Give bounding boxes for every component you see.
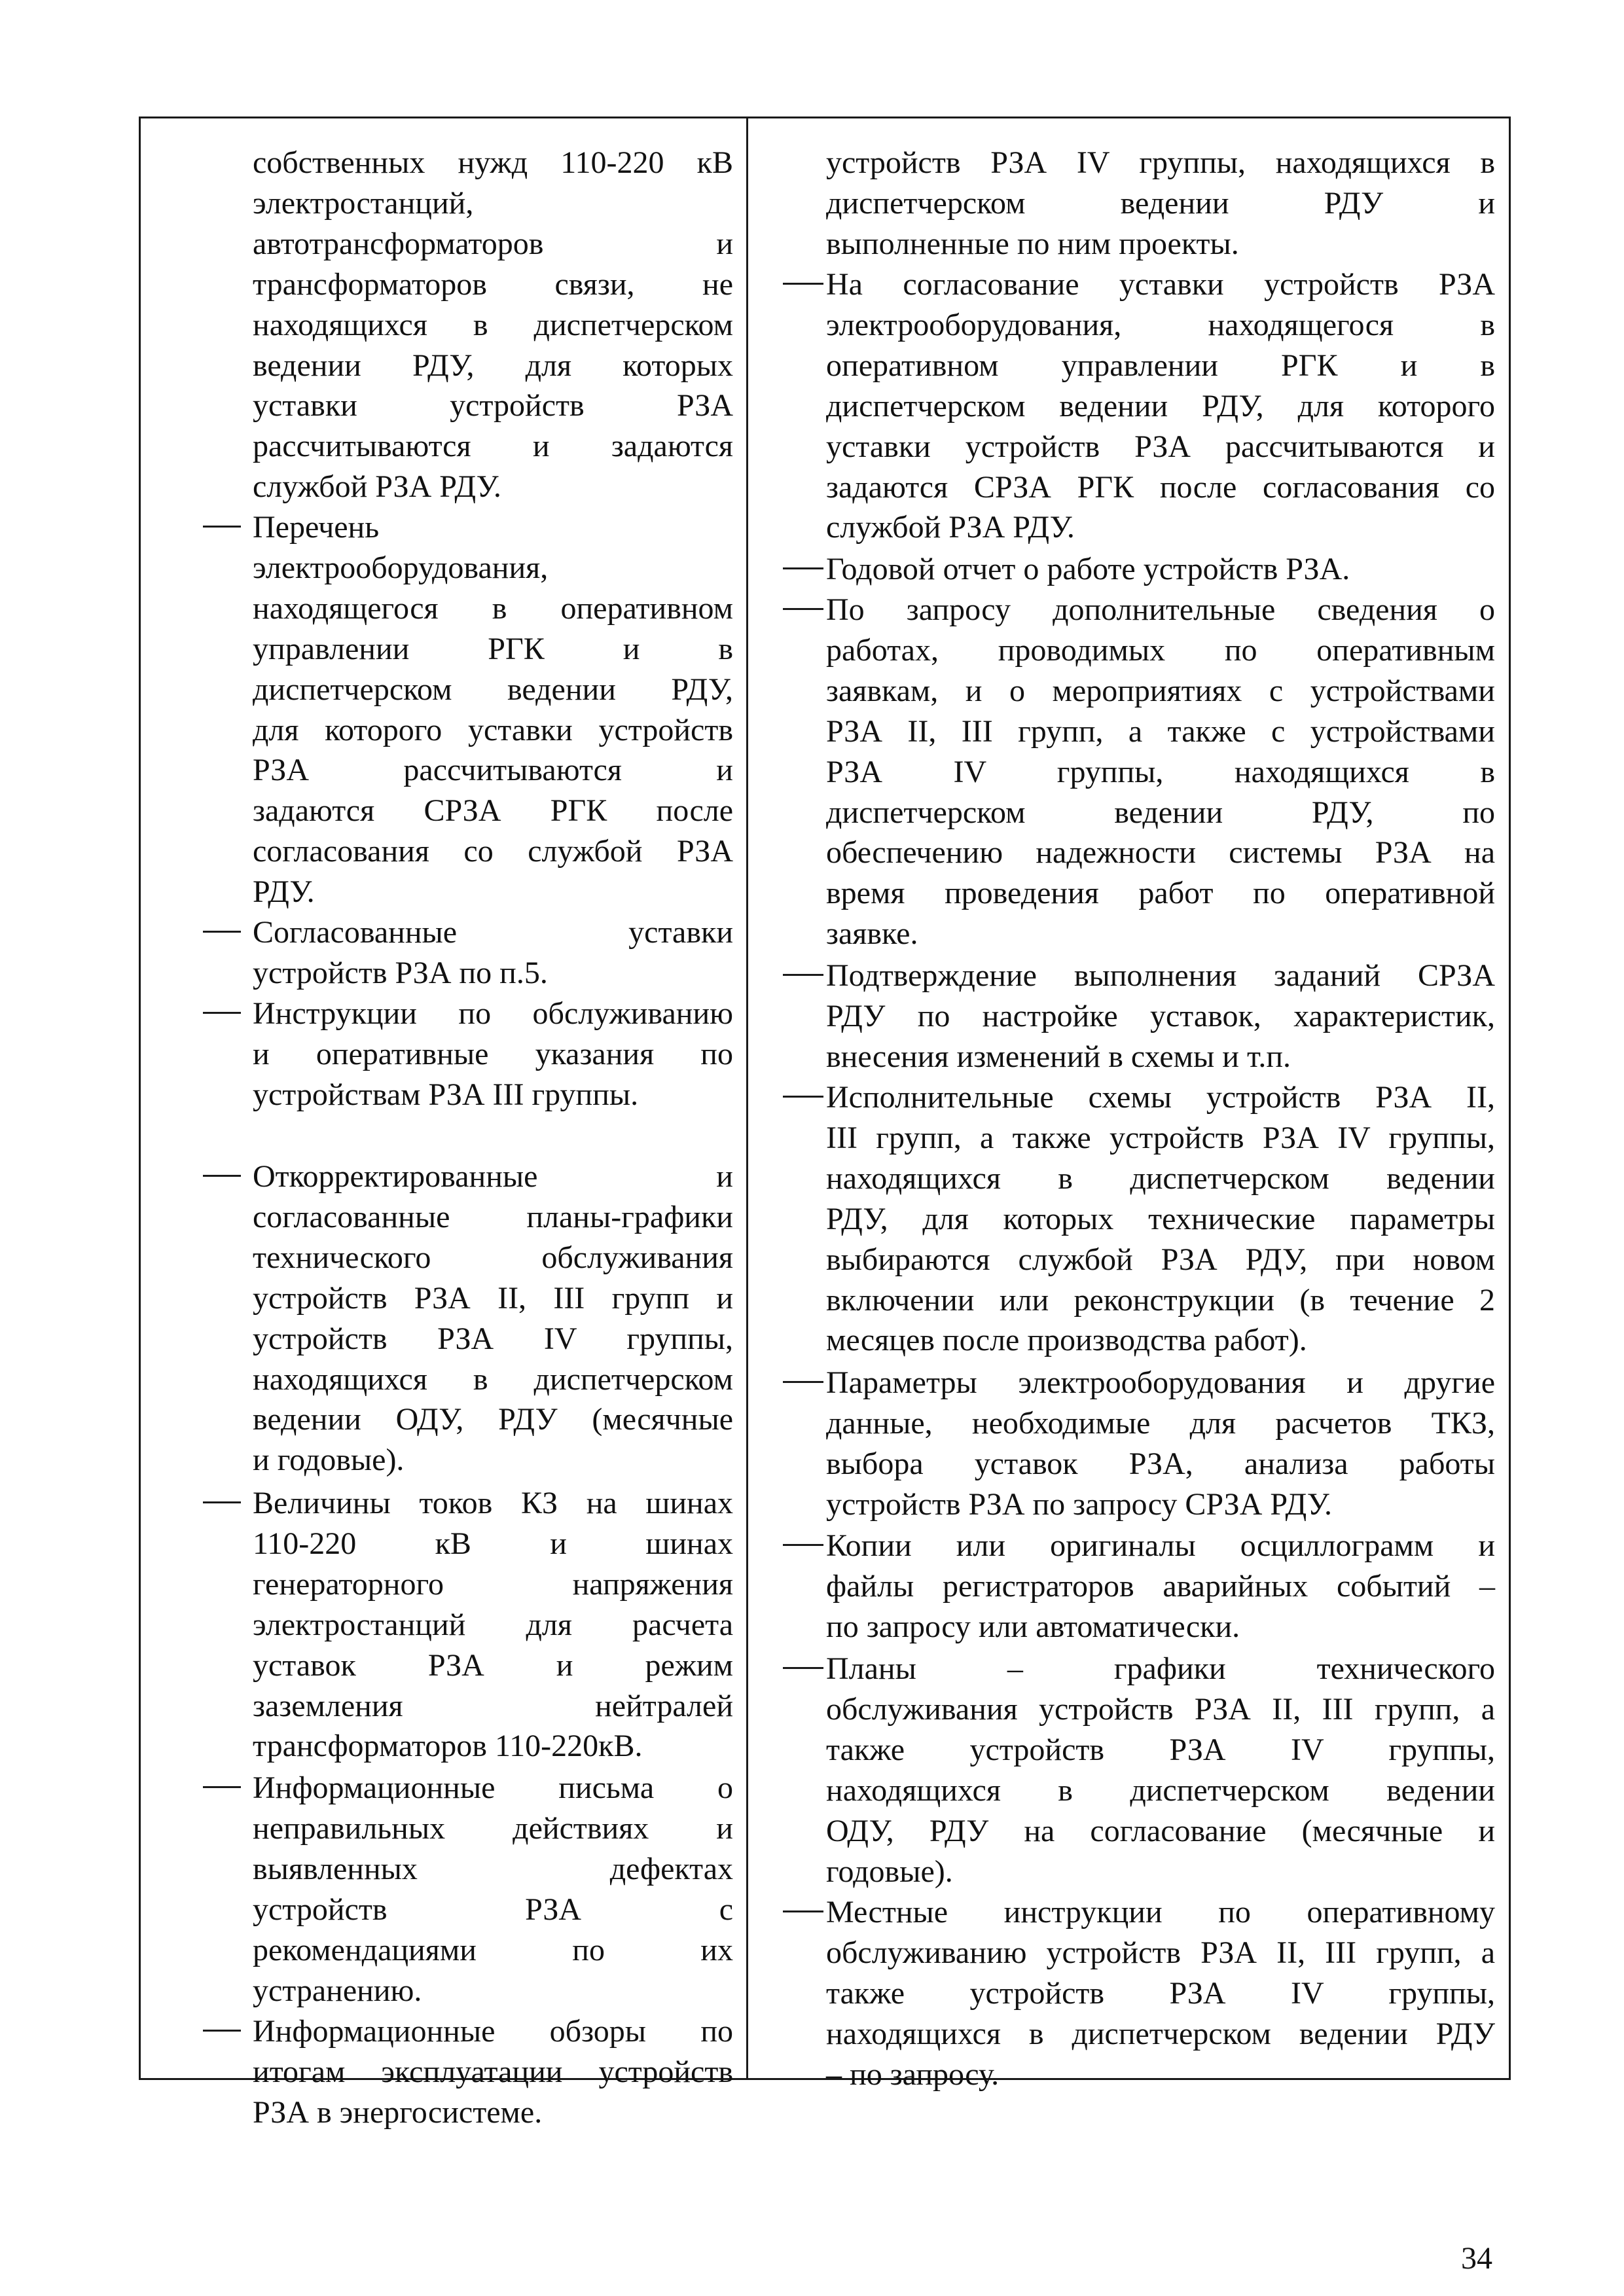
- right-line: диспетчерском ведении РДУ, по: [826, 795, 1495, 830]
- left-line: Инструкции по обслуживанию: [253, 996, 733, 1031]
- left-line: находящихся в диспетчерском: [253, 1361, 733, 1397]
- left-line: электростанций для расчета: [253, 1607, 733, 1642]
- bullet-dash: [203, 931, 241, 933]
- bullet-dash: [783, 283, 823, 285]
- right-line: месяцев после производства работ).: [826, 1323, 1307, 1358]
- left-line: уставки устройств РЗА: [253, 388, 733, 423]
- left-line: Откорректированные и: [253, 1159, 733, 1194]
- left-line: устройств РЗА с: [253, 1892, 733, 1927]
- left-line: Информационные письма о: [253, 1770, 733, 1805]
- right-line: диспетчерском ведении РДУ и: [826, 185, 1495, 221]
- bullet-dash: [783, 608, 823, 610]
- right-line: службой РЗА РДУ.: [826, 510, 1075, 545]
- right-line: III групп, а также устройств РЗА IV группы,: [826, 1120, 1495, 1155]
- left-line: Информационные обзоры по: [253, 2014, 733, 2049]
- left-line: Величины токов КЗ на шинах: [253, 1486, 733, 1520]
- left-line: находящихся в диспетчерском: [253, 307, 733, 342]
- right-line: Подтверждение выполнения заданий СРЗА: [826, 958, 1495, 993]
- right-line: также устройств РЗА IV группы,: [826, 1732, 1495, 1767]
- left-line: уставок РЗА и режим: [253, 1647, 733, 1683]
- left-line: службой РЗА РДУ.: [253, 469, 501, 505]
- left-line: генераторного напряжения: [253, 1566, 733, 1602]
- right-line: данные, необходимые для расчетов ТКЗ,: [826, 1405, 1495, 1441]
- left-line: технического обслуживания: [253, 1240, 733, 1275]
- right-line: также устройств РЗА IV группы,: [826, 1975, 1495, 2011]
- right-line: оперативном управлении РГК и в: [826, 348, 1495, 383]
- left-line: устройств РЗА II, III групп и: [253, 1280, 733, 1316]
- bullet-dash: [203, 1012, 241, 1014]
- left-line: согласованные планы-графики: [253, 1199, 733, 1234]
- right-line: – по запросу.: [826, 2056, 1000, 2092]
- left-line: рассчитываются и задаются: [253, 429, 733, 464]
- right-line: электрооборудования, находящегося в: [826, 307, 1495, 342]
- left-line: РЗА в энергосистеме.: [253, 2094, 543, 2130]
- right-line: Параметры электрооборудования и другие: [826, 1365, 1495, 1400]
- left-line: находящегося в оперативном: [253, 590, 733, 626]
- right-line: находящихся в диспетчерском ведении РДУ: [826, 2016, 1495, 2051]
- left-line: Перечень: [253, 510, 380, 545]
- bullet-dash: [203, 526, 241, 528]
- right-line: РДУ, для которых технические параметры: [826, 1201, 1495, 1236]
- right-line: устройств РЗА IV группы, находящихся в: [826, 145, 1495, 180]
- right-line: Годовой отчет о работе устройств РЗА.: [826, 552, 1350, 586]
- right-line: задаются СРЗА РГК после согласования со: [826, 469, 1495, 505]
- bullet-dash: [783, 974, 823, 976]
- left-line: ведении ОДУ, РДУ (месячные: [253, 1402, 733, 1437]
- bullet-dash: [783, 1910, 823, 1912]
- right-line: уставки устройств РЗА рассчитываются и: [826, 429, 1495, 464]
- right-line: время проведения работ по оперативной: [826, 876, 1495, 911]
- right-line: РДУ по настройке уставок, характеристик,: [826, 998, 1495, 1033]
- right-line: Исполнительные схемы устройств РЗА II,: [826, 1080, 1495, 1115]
- left-line: для которого уставки устройств: [253, 712, 733, 747]
- left-line: управлении РГК и в: [253, 631, 733, 666]
- page-number: 34: [1461, 2241, 1492, 2276]
- right-line: По запросу дополнительные сведения о: [826, 592, 1495, 627]
- bullet-dash: [783, 1381, 823, 1383]
- right-line: находящихся в диспетчерском ведении: [826, 1772, 1495, 1808]
- right-line: обслуживанию устройств РЗА II, III групп, а: [826, 1935, 1495, 1970]
- bullet-dash: [203, 1175, 241, 1177]
- left-line: и годовые).: [253, 1443, 405, 1478]
- bullet-dash: [783, 1667, 823, 1669]
- bullet-dash: [203, 2030, 241, 2032]
- bullet-dash: [203, 1786, 241, 1788]
- right-line: по запросу или автоматически.: [826, 1609, 1240, 1644]
- left-line: и оперативные указания по: [253, 1036, 733, 1071]
- left-line: ведении РДУ, для которых: [253, 348, 733, 383]
- bullet-dash: [783, 567, 823, 569]
- right-line: устройств РЗА по запросу СРЗА РДУ.: [826, 1486, 1332, 1522]
- right-line: Копии или оригиналы осциллограмм и: [826, 1528, 1495, 1563]
- left-line: собственных нужд 110-220 кВ: [253, 145, 733, 180]
- left-line: задаются СРЗА РГК после: [253, 793, 733, 829]
- left-line: электростанций,: [253, 185, 474, 221]
- bullet-dash: [783, 1544, 823, 1546]
- bullet-dash: [783, 1096, 823, 1098]
- left-line: диспетчерском ведении РДУ,: [253, 672, 733, 707]
- left-line: автотрансформаторов и: [253, 226, 733, 261]
- left-line: РЗА рассчитываются и: [253, 753, 733, 788]
- right-line: выполненные по ним проекты.: [826, 226, 1239, 261]
- right-line: РЗА II, III групп, а также с устройствами: [826, 713, 1495, 749]
- left-line: Согласованные уставки: [253, 915, 733, 950]
- left-line: трансформаторов 110-220кВ.: [253, 1729, 643, 1764]
- right-line: годовые).: [826, 1854, 953, 1889]
- left-line: устройств РЗА IV группы,: [253, 1321, 733, 1356]
- left-line: устранению.: [253, 1973, 422, 2008]
- bullet-dash: [203, 1501, 241, 1503]
- right-line: диспетчерском ведении РДУ, для которого: [826, 388, 1495, 423]
- left-line: трансформаторов связи, не: [253, 266, 733, 302]
- left-line: РДУ.: [253, 874, 315, 910]
- left-line: выявленных дефектах: [253, 1851, 733, 1886]
- left-line: рекомендациями по их: [253, 1932, 733, 1967]
- right-line: выбираются службой РЗА РДУ, при новом: [826, 1242, 1495, 1277]
- left-line: итогам эксплуатации устройств: [253, 2054, 733, 2089]
- left-line: электрооборудования,: [253, 550, 549, 585]
- right-line: внесения изменений в схемы и т.п.: [826, 1039, 1291, 1074]
- right-line: включении или реконструкции (в течение 2: [826, 1282, 1495, 1318]
- right-line: ОДУ, РДУ на согласование (месячные и: [826, 1813, 1495, 1848]
- right-line: выбора уставок РЗА, анализа работы: [826, 1446, 1495, 1481]
- right-line: заявкам, и о мероприятиях с устройствами: [826, 673, 1495, 708]
- left-line: устройствам РЗА III группы.: [253, 1077, 639, 1112]
- right-line: РЗА IV группы, находящихся в: [826, 754, 1495, 789]
- right-line: заявке.: [826, 916, 918, 952]
- left-line: согласования со службой РЗА: [253, 834, 733, 869]
- right-line: файлы регистраторов аварийных событий –: [826, 1568, 1495, 1604]
- right-line: обеспечению надежности системы РЗА на: [826, 835, 1495, 870]
- right-line: работах, проводимых по оперативным: [826, 632, 1495, 668]
- left-line: неправильных действиях и: [253, 1810, 733, 1846]
- left-line: заземления нейтралей: [253, 1688, 733, 1723]
- right-line: Местные инструкции по оперативному: [826, 1895, 1495, 1929]
- right-line: На согласование уставки устройств РЗА: [826, 267, 1495, 302]
- left-line: устройств РЗА по п.5.: [253, 955, 548, 990]
- column-divider: [746, 117, 748, 2080]
- right-line: обслуживания устройств РЗА II, III групп, а: [826, 1691, 1495, 1727]
- right-line: находящихся в диспетчерском ведении: [826, 1160, 1495, 1196]
- left-line: 110-220 кВ и шинах: [253, 1526, 733, 1561]
- right-line: Планы – графики технического: [826, 1651, 1495, 1686]
